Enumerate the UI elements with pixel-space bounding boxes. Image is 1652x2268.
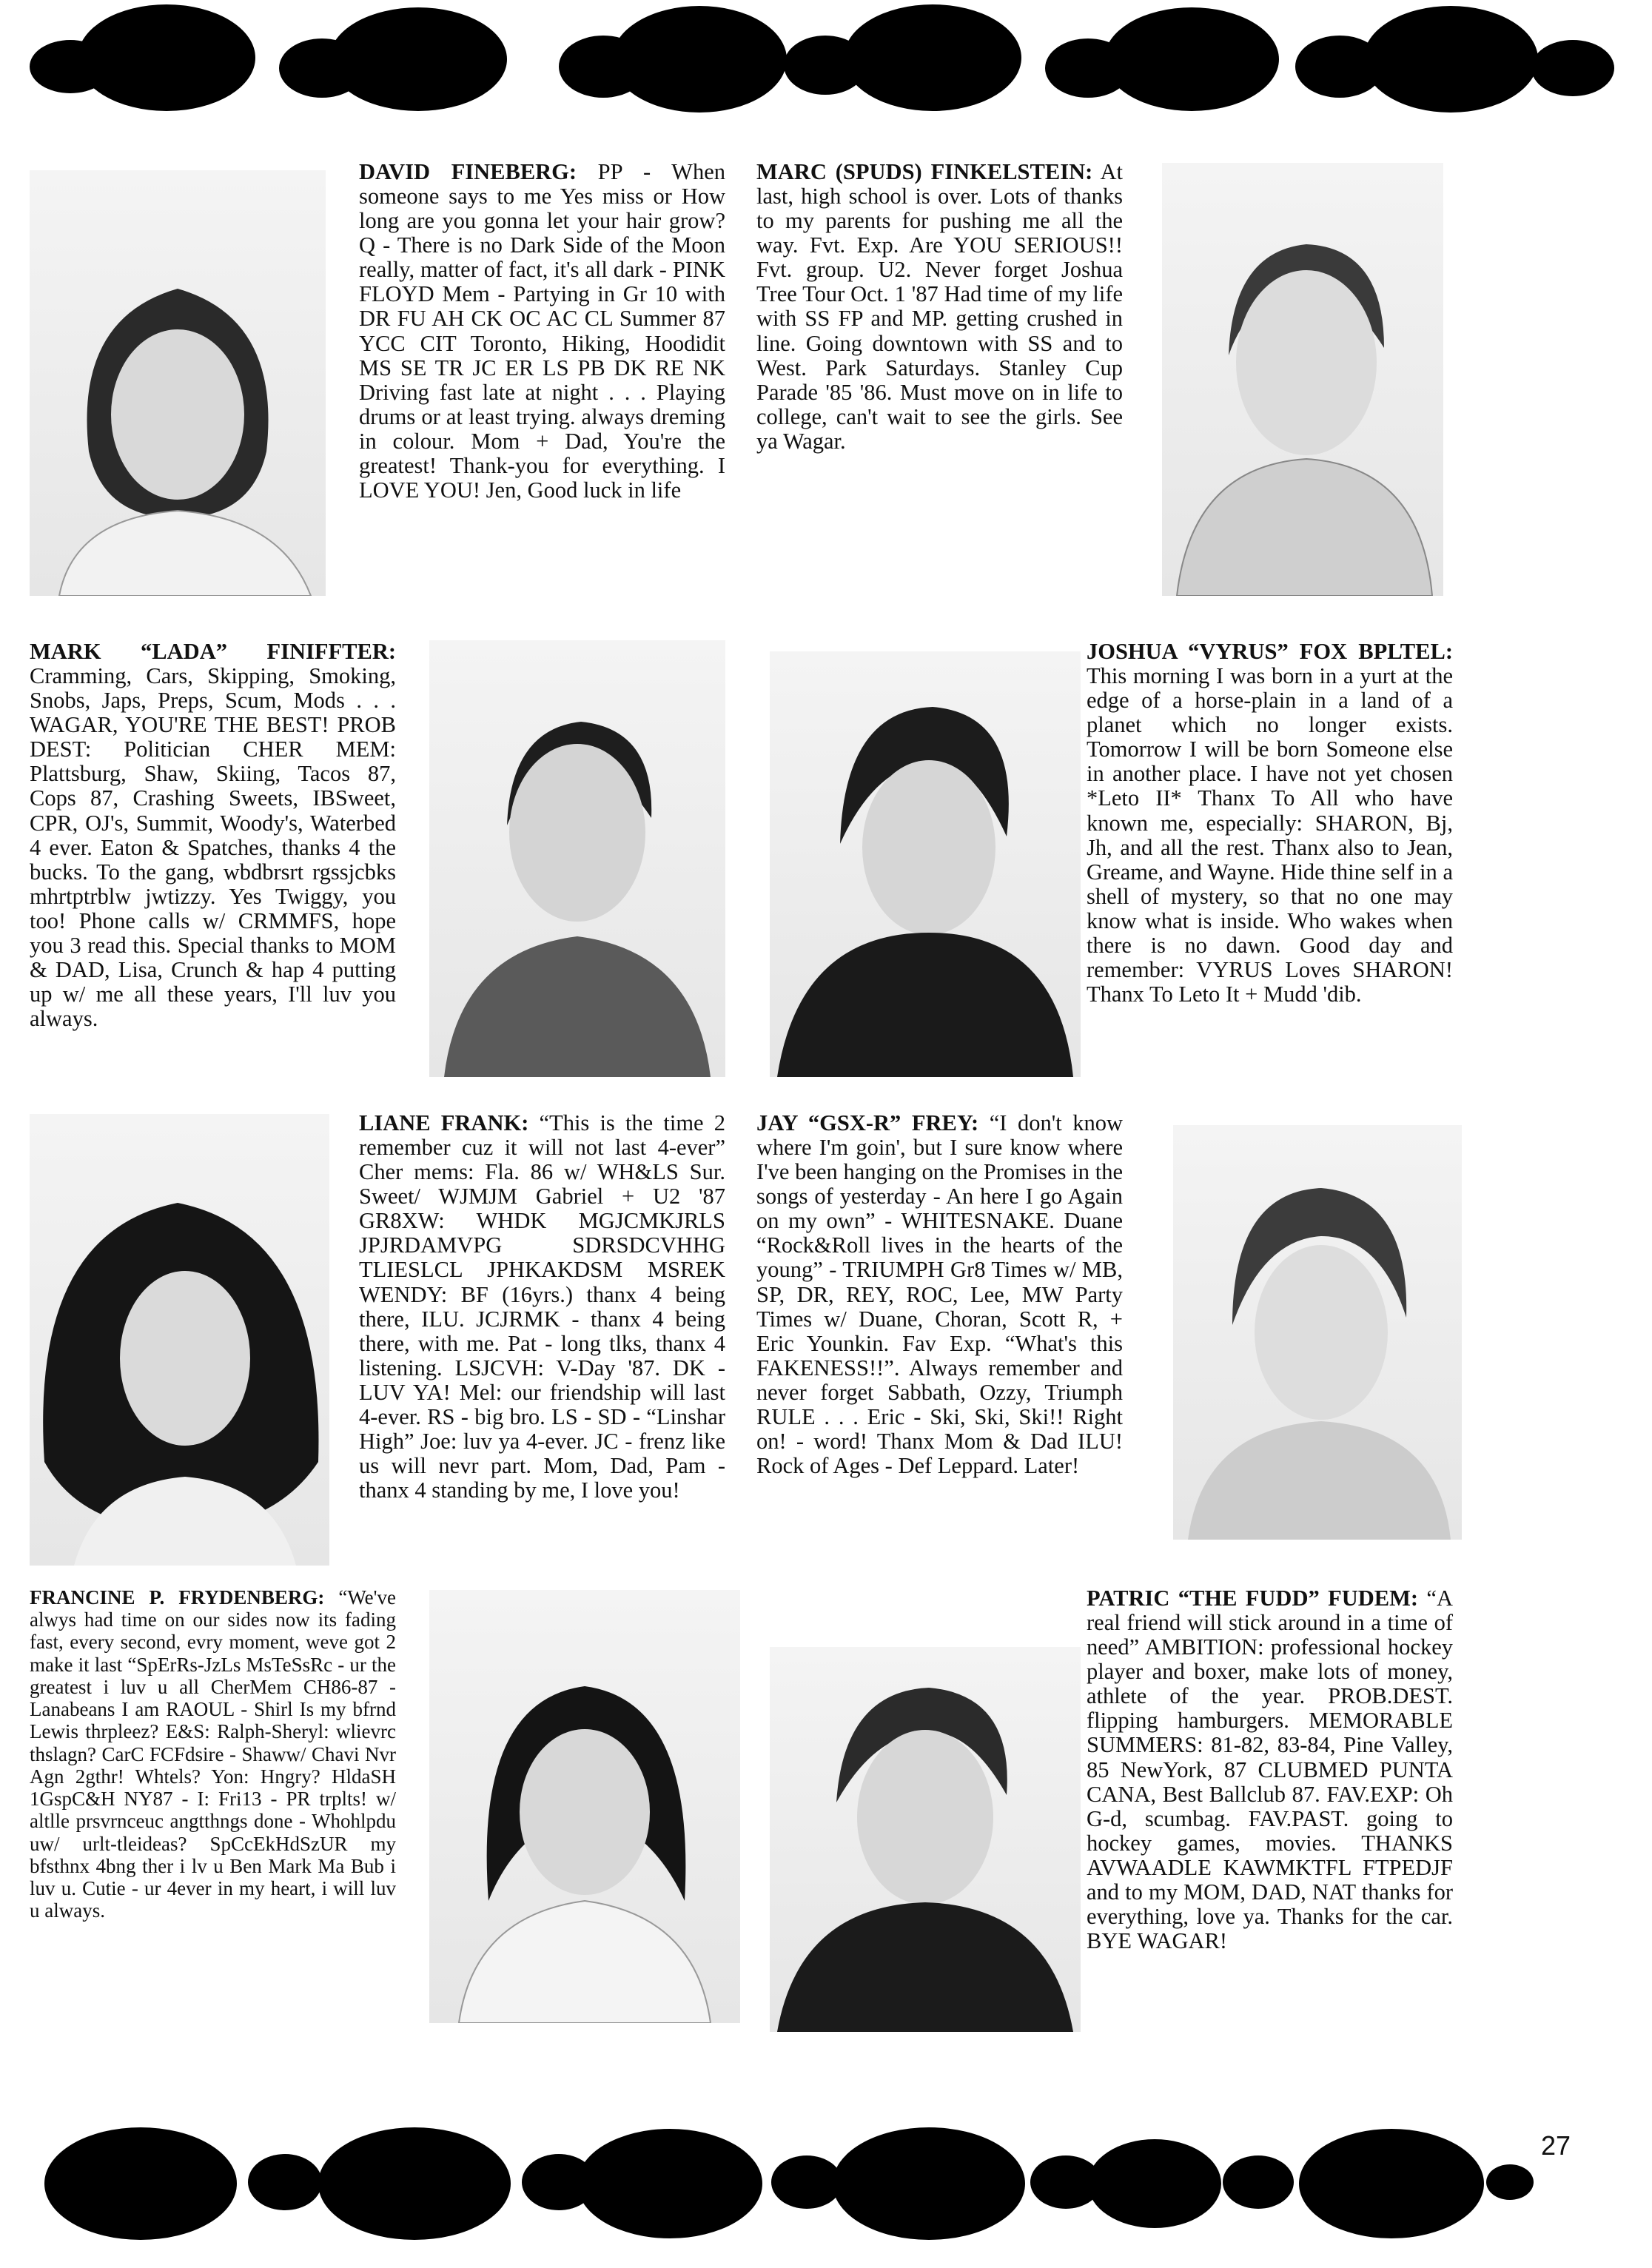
top-footprint-border <box>0 0 1652 170</box>
portrait-photo <box>429 640 725 1077</box>
portrait-photo <box>1162 163 1443 596</box>
bio-text: At last, high school is over. Lots of thanks to my parents for pushing me all the way. Fvt. Exp. Are YOU SERIOUS!! Fvt. group. U2. Never forget Joshua Tree Tour Oct. 1 '87 Had time of my life with SS FP and MP. getting crushed in line. Going downtown with SS and to West. Park Saturdays. Stanley Cup Parade '85 '86. Must move on in life to college, can't wait to see the girls. See ya Wagar. <box>756 159 1123 454</box>
portrait-photo <box>770 1647 1081 2032</box>
student-name: FRANCINE P. FRYDENBERG: <box>30 1586 325 1608</box>
bio-entry <box>359 160 725 503</box>
portrait-photo <box>30 1114 329 1566</box>
bio-entry <box>756 160 1123 454</box>
bio-text: “This is the time 2 remember cuz it will not last 4-ever” Cher mems: Fla. 86 w/ WH&LS Sur. Sweet/ WJMJM Gabriel + U2 '87 GR8XW: WHDK MGJCMKJRLS JPJRDAMVPG SDRSDCVHHG TLIESLCL JPHKAKDSM MSREK WENDY: BF (16yrs.) thanx 4 being there, ILU. JCJRMK - thanx 4 being there, with me. Pat - long tlks, thanx 4 listening. LSJCVH: V-Day '87. DK - LUV YA! Mel: our friendship will last 4-ever. RS - big bro. LS - SD - “Linshar High” Joe: luv ya 4-ever. JC - frenz like us will nevr part. Mom, Dad, Pam - thanx 4 standing by me, I love you! <box>359 1110 725 1503</box>
bio-entry <box>30 640 396 1031</box>
student-name: PATRIC “THE FUDD” FUDEM: <box>1087 1586 1419 1611</box>
portrait-photo <box>1173 1125 1462 1540</box>
bio-entry <box>30 1586 396 1922</box>
bio-entry <box>1087 1586 1453 1953</box>
student-name: JAY “GSX-R” FREY: <box>756 1110 979 1135</box>
bio-entry <box>756 1111 1123 1478</box>
student-name: DAVID FINEBERG: <box>359 159 577 184</box>
bio-text: “I don't know where I'm goin', but I sure know where I've been hanging on the Promises in the songs of yesterday - An here I go Again on my own” - WHITESNAKE. Duane “Rock&Roll lives in the hearts of the young” - TRIUMPH Gr8 Times w/ MB, SP, DR, REY, ROC, Lee, MW Party Times w/ Duane, Choran, Scott R, + Eric Younkin. Fav Exp. “What's this FAKENESS!!”. Always remember and never forget Sabbath, Ozzy, Triumph RULE . . . Eric - Ski, Ski, Ski!! Right on! - word! Thanx Mom & Dad ILU! Rock of Ages - Def Leppard. Later! <box>756 1110 1123 1479</box>
student-name: JOSHUA “VYRUS” FOX BPLTEL: <box>1087 639 1453 664</box>
bio-entry <box>359 1111 725 1503</box>
bio-text: This morning I was born in a yurt at the edge of a horse-plain in a land of a planet which no longer exists. Tomorrow I will be born Someone else in another place. I have not yet chosen *Leto II* Thanx To All who have known me, especially: SHARON, Bj, Jh, and all the rest. Thanx also to Jean, Greame, and Wayne. Hide thine self in a shell of mystery, so that no one may know what is inside. Who wakes when there is no dawn. Good day and remember: VYRUS Loves SHARON! Thanx To Leto It + Mudd 'dib. <box>1087 663 1453 1007</box>
portrait-photo <box>30 170 326 596</box>
bio-text: “We've alwys had time on our sides now its fading fast, every second, evry moment, weve got 2 make it last “SpErRs-JzLs MsTeSsRc - ur the greatest i luv u all CherMem CH86-87 - Lanabeans I am RAOUL - Shirl Is my bfrnd Lewis thrpleez? E&S: Ralph-Sheryl: wlievrc thslagn? CarC FCFdsire - Shaww/ Chavi Nvr Agn 2gthr! Whtels? Yon: Hngry? HldaSH 1GspC&H NY87 - I: Fri13 - PR trplts! w/ altlle prsvrnceuc angtthngs done - Whohlpdu uw/ urlt-tleideas? SpCcEkHdSzUR my bfsthnx 4bng ther i lv u Ben Mark Ma Bub i luv u. Cutie - ur 4ever in my heart, i will luv u always. <box>30 1586 396 1922</box>
bottom-footprint-border <box>0 2095 1652 2265</box>
portrait-photo <box>429 1590 740 2023</box>
bio-text: PP - When someone says to me Yes miss or How long are you gonna let your hair grow? Q - There is no Dark Side of the Moon really, matter of fact, it's all dark - PINK FLOYD Mem - Partying in Gr 10 with DR FU AH CK OC AC CL Summer 87 YCC CIT Toronto, Hiking, Hoodidit MS SE TR JC ER LS PB DK RE NK Driving fast late at night . . . Playing drums or at least trying. always dreming in colour. Mom + Dad, You're the greatest! Thank-you for everything. I LOVE YOU! Jen, Good luck in life <box>359 159 725 503</box>
student-name: MARK “LADA” FINIFFTER: <box>30 639 396 664</box>
page-number: 27 <box>1540 2130 1571 2161</box>
student-name: MARC (SPUDS) FINKELSTEIN: <box>756 159 1093 184</box>
portrait-photo <box>770 651 1081 1077</box>
bio-entry <box>1087 640 1453 1007</box>
bio-text: Cramming, Cars, Skipping, Smoking, Snobs, Japs, Preps, Scum, Mods . . . WAGAR, YOU'RE THE BEST! PROB DEST: Politician CHER MEM: Plattsburg, Shaw, Skiing, Tacos 87, Cops 87, Crashing Sweets, IBSweet, CPR, OJ's, Summit, Woody's, Waterbed 4 ever. Eaton & Spatches, thanks 4 the bucks. To the gang, wbdbrsrt rgssjcbks mhrtptrblw jwtizzy. Yes Twiggy, you too! Phone calls w/ CRMMFS, hope you 3 read this. Special thanks to MOM & DAD, Lisa, Crunch & hap 4 putting up w/ me all these years, I'll luv you always. <box>30 663 396 1032</box>
student-name: LIANE FRANK: <box>359 1110 529 1135</box>
bio-text: “A real friend will stick around in a time of need” AMBITION: professional hockey player and boxer, make lots of money, athlete of the year. PROB.DEST. flipping hamburgers. MEMORABLE SUMMERS: 81-82, 83-84, Pine Valley, 85 NewYork, 87 CLUBMED PUNTA CANA, Best Ballclub 87. FAV.EXP: Oh G-d, scumbag. FAV.PAST. going to hockey games, movies. THANKS AVWAADLE KAWMKTFL FTPEDJF and to my MOM, DAD, NAT thanks for everything, love ya. Thanks for the car. BYE WAGAR! <box>1087 1586 1453 1954</box>
